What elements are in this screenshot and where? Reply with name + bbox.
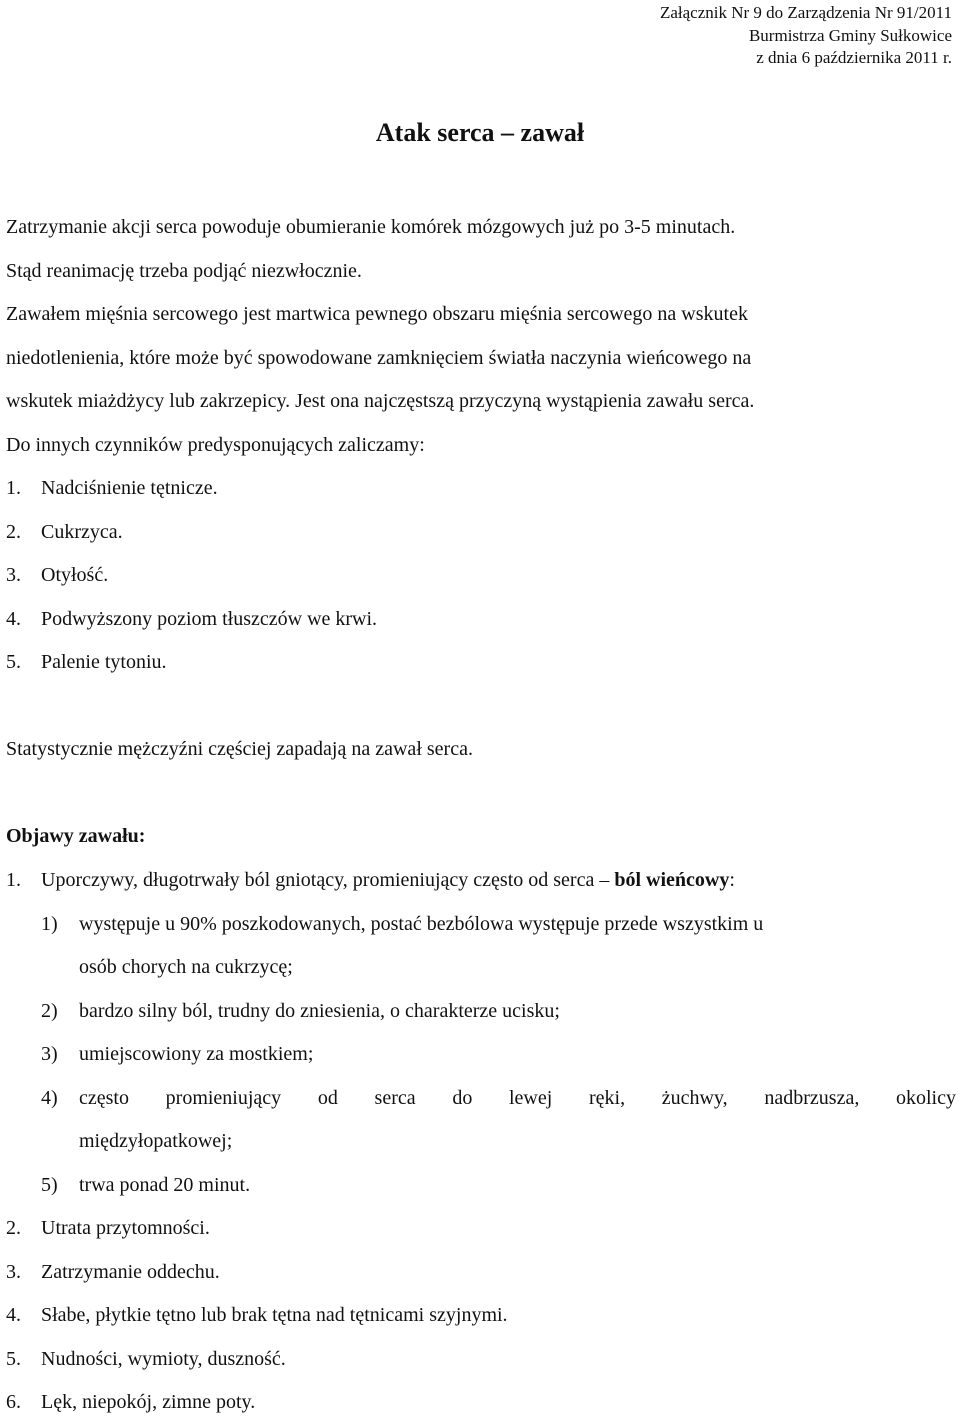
list-item-number: 4. <box>6 607 21 630</box>
sub-item-text: umiejscowiony za mostkiem; <box>79 1043 314 1065</box>
list-item-number: 3. <box>6 1260 21 1283</box>
list-item-text: Nudności, wymioty, duszność. <box>41 1347 286 1370</box>
list-item <box>6 467 956 511</box>
list-item <box>6 641 956 685</box>
sub-list-item <box>6 903 956 947</box>
list-item-text: Otyłość. <box>41 564 109 586</box>
list-item-number: 2. <box>6 1217 21 1239</box>
list-item-text: Zatrzymanie oddechu. <box>41 1260 220 1283</box>
list-item-number: 1. <box>6 869 21 891</box>
sub-item-text: często promieniujący od serca do lewej ręki, żuchwy, nadbrzusza, okolicy <box>79 1086 956 1109</box>
intro-line-3: Zawałem mięśnia sercowego jest martwica pewnego obszaru mięśnia sercowego na wskutek <box>6 303 748 325</box>
list-item <box>6 1207 956 1251</box>
intro-line-2: Stąd reanimację trzeba podjąć niezwłocznie. <box>6 259 362 282</box>
list-item <box>6 1381 956 1425</box>
sub-item-number: 4) <box>41 1086 58 1109</box>
list-item-number: 6. <box>6 1391 21 1413</box>
list-item-number: 3. <box>6 564 21 586</box>
symptoms-heading: Objawy zawału: <box>6 825 146 847</box>
list-item-text: Cukrzyca. <box>41 520 123 543</box>
list-item-text: Nadciśnienie tętnicze. <box>41 477 218 499</box>
sub-item-number: 3) <box>41 1043 58 1065</box>
list-item <box>6 554 956 598</box>
list-item <box>6 1294 956 1338</box>
list-item <box>6 598 956 642</box>
list-item-text: Podwyższony poziom tłuszczów we krwi. <box>41 607 378 630</box>
intro-line-1: Zatrzymanie akcji serca powoduje obumieranie komórek mózgowych już po 3-5 minutach. <box>6 216 736 238</box>
intro-line-6: Do innych czynników predysponujących zaliczamy: <box>6 433 425 456</box>
sub-list-item <box>6 1164 956 1208</box>
document-header <box>660 2 952 70</box>
sub-item-number: 5) <box>41 1173 58 1196</box>
sub-item-continuation: międzyłopatkowej; <box>79 1130 233 1152</box>
sub-item-number: 2) <box>41 999 58 1022</box>
sub-item-text: występuje u 90% poszkodowanych, postać bezbólowa występuje przede wszystkim u <box>79 912 764 935</box>
header-line-2: Burmistrza Gminy Sułkowice <box>748 25 952 45</box>
sub-item-text: trwa ponad 20 minut. <box>79 1173 251 1196</box>
sub-list-item <box>6 1033 956 1077</box>
list-item <box>6 1251 956 1295</box>
statistics-line: Statystycznie mężczyźni częściej zapadają na zawał serca. <box>6 738 473 760</box>
page-title: Atak serca – zawał <box>375 118 585 147</box>
list-item-text: Lęk, niepokój, zimne poty. <box>41 1391 256 1413</box>
list-item-suffix: : <box>729 869 735 891</box>
list-item <box>6 511 956 555</box>
sub-list-item <box>6 990 956 1034</box>
list-item-number: 4. <box>6 1304 21 1326</box>
list-item-number: 1. <box>6 477 21 499</box>
symptoms-list <box>6 859 956 1425</box>
list-item <box>6 859 956 903</box>
list-item-text: Utrata przytomności. <box>41 1217 210 1239</box>
list-item-text: Słabe, płytkie tętno lub brak tętna nad tętnicami szyjnymi. <box>41 1304 508 1326</box>
list-item-number: 5. <box>6 651 21 673</box>
intro-line-4: niedotlenienia, które może być spowodowane zamknięciem światła naczynia wieńcowego na <box>6 346 752 369</box>
list-item <box>6 1338 956 1382</box>
intro-line-5: wskutek miażdżycy lub zakrzepicy. Jest ona najczęstszą przyczyną wystąpienia zawału serca. <box>6 390 755 412</box>
list-item-number: 5. <box>6 1347 21 1370</box>
sub-list-item <box>6 1077 956 1121</box>
header-line-1: Załącznik Nr 9 do Zarządzenia Nr 91/2011 <box>659 3 952 22</box>
header-line-3: z dnia 6 października 2011 r. <box>756 48 952 67</box>
sub-item-continuation: osób chorych na cukrzycę; <box>79 956 293 978</box>
list-item-text: Uporczywy, długotrwały ból gniotący, promieniujący często od serca – <box>41 869 615 891</box>
sub-item-text: bardzo silny ból, trudny do zniesienia, o charakterze ucisku; <box>79 999 560 1022</box>
list-item-number: 2. <box>6 520 21 543</box>
intro-paragraph <box>6 206 956 685</box>
bold-term: ból wieńcowy <box>614 869 730 891</box>
sub-item-number: 1) <box>41 912 58 935</box>
list-item-text: Palenie tytoniu. <box>41 651 167 673</box>
